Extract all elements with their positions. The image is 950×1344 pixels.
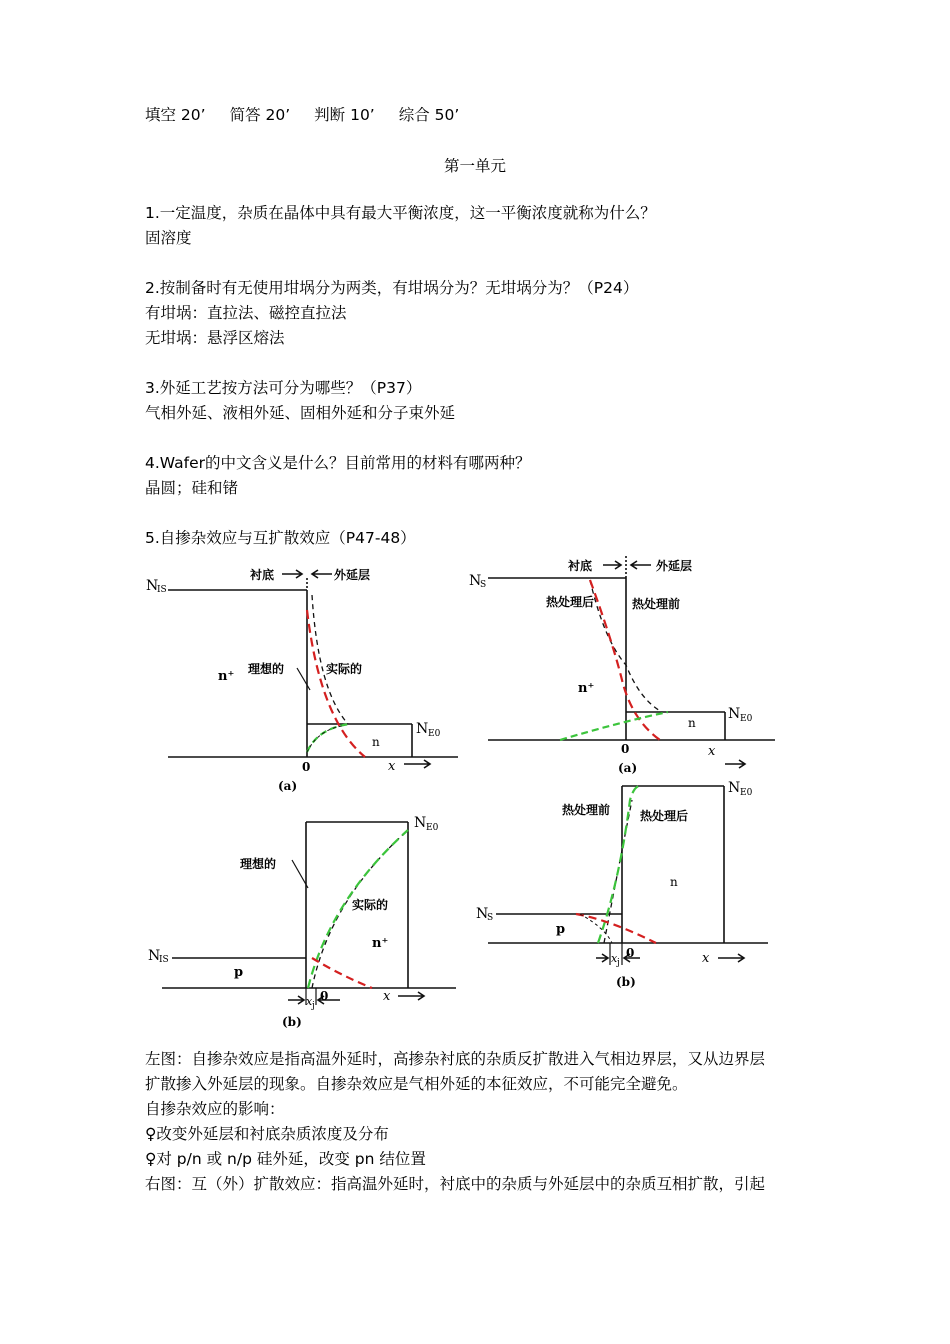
br-ns-sub: S [487,913,494,923]
br-xj-label: x [611,952,618,965]
body-line-2: 扩散掺入外延层的现象。自掺杂效应是气相外延的本征效应，不可能完全避免。 [145,1075,688,1093]
bl-x-arrow [398,992,424,1000]
tr-n-label: n [688,716,696,730]
bl-red-curve [312,958,372,988]
tl-ns-label: N [146,578,159,594]
figure-bottom-left [162,822,456,1005]
answer-2a: 有坩埚：直拉法、磁控直拉法 [145,304,347,322]
tl-ne-label: N [416,721,429,737]
score-fill-blank: 填空 20’ [145,106,206,124]
tr-caption: (a) [618,761,638,775]
body-line-6: 右图：互（外）扩散效应：指高温外延时，衬底中的杂质与外延层中的杂质互相扩散，引起 [145,1175,766,1193]
tl-actual-curve [312,595,348,724]
tl-ideal-label: 理想的 [248,662,285,676]
tl-caption: (a) [278,779,298,793]
br-x-label: x [702,951,710,966]
body-line-1: 左图：自掺杂效应是指高温外延时，高掺杂衬底的杂质反扩散进入气相边界层，又从边界层 [145,1050,766,1068]
tl-arrow-left [282,570,302,578]
bl-ns-sub: IS [159,955,169,965]
tr-ne-label: N [728,706,741,722]
bl-x-label: x [383,989,391,1004]
bl-zero-label: 0 [320,989,329,1003]
tl-green-curve [307,724,350,752]
br-ne-sub: E0 [740,788,753,798]
br-before-label: 热处理前 [562,803,611,817]
br-zero-label: 0 [626,946,635,960]
answer-2b: 无坩埚：悬浮区熔法 [145,329,285,347]
bl-p-label: p [234,965,244,980]
bl-caption: (b) [282,1015,302,1029]
tl-ns-sub: IS [157,585,167,595]
figure-top-left [168,570,458,768]
br-caption: (b) [616,975,636,989]
tl-dashed-black [307,726,342,752]
tr-substrate-label: 衬底 [568,559,593,573]
bl-ideal-label: 理想的 [240,857,277,871]
tl-zero-label: 0 [302,760,311,774]
question-3: 3.外延工艺按方法可分为哪些？（P37） [145,379,422,397]
tr-zero-label: 0 [621,742,630,756]
br-ns-label: N [476,906,489,922]
bl-xj-sub: j [312,1001,315,1011]
tr-x-label: x [708,744,716,759]
tr-after-label: 热处理后 [546,595,595,609]
tl-x-label: x [388,759,396,774]
tr-x-arrow [725,760,745,768]
tr-arrow-left [603,561,621,569]
tr-green-curve [560,712,668,740]
score-short-answer: 简答 20’ [229,106,291,124]
tl-actual-label: 实际的 [326,662,363,676]
question-2: 2.按制备时有无使用坩埚分为两类，有坩埚分为？无坩埚分为？（P24） [145,279,639,297]
tr-arrow-right [631,561,651,569]
tl-nplus-label: n⁺ [218,669,235,684]
tl-ne-sub: E0 [428,729,441,739]
br-ne-label: N [728,780,741,796]
br-xj-arrow-in [596,954,608,962]
br-x-arrow [718,954,744,962]
bl-actual-label: 实际的 [352,898,389,912]
bl-ne-label: N [414,815,427,831]
tl-arrow-right [312,570,332,578]
question-1: 1.一定温度，杂质在晶体中具有最大平衡浓度，这一平衡浓度就称为什么？ [145,204,656,222]
tl-substrate-label: 衬底 [250,568,275,582]
br-p-label: p [556,922,566,937]
bl-xj-label: x [306,995,313,1008]
tr-before-label: 热处理前 [632,597,681,611]
answer-4: 晶圆；硅和锗 [145,479,239,497]
tr-ne-sub: E0 [740,714,753,724]
br-after-label: 热处理后 [640,809,689,823]
tl-x-arrow [404,760,430,768]
figure-bottom-right [488,786,768,965]
figure-top-right [488,556,775,768]
score-true-false: 判断 10’ [314,106,375,124]
answer-1: 固溶度 [145,229,192,247]
body-line-5: ♀对 p/n 或 n/p 硅外延，改变 pn 结位置 [145,1150,426,1168]
tr-epi-label: 外延层 [656,559,693,573]
score-comprehensive: 综合 50’ [398,106,460,124]
br-xj-sub: j [617,958,620,968]
answer-3: 气相外延、液相外延、固相外延和分子束外延 [145,404,456,422]
body-line-4: ♀改变外延层和衬底杂质浓度及分布 [145,1125,389,1143]
bl-ne-sub: E0 [426,823,439,833]
question-5: 5.自掺杂效应与互扩散效应（P47-48） [145,529,416,547]
tl-ideal-pointer [297,668,310,690]
br-n-label: n [670,875,678,889]
tr-ns-label: N [469,573,482,589]
bl-xj-arrow-in [288,996,304,1004]
question-4: 4.Wafer的中文含义是什么？目前常用的材料有哪两种？ [145,454,531,472]
body-line-3: 自掺杂效应的影响： [145,1100,285,1118]
bl-ns-label: N [148,948,161,964]
tr-ns-sub: S [480,580,487,590]
bl-nplus-label: n⁺ [372,936,389,951]
unit-title: 第一单元 [443,157,506,175]
tl-epi-label: 外延层 [334,568,371,582]
tl-n-label: n [372,735,380,749]
tr-nplus-label: n⁺ [578,681,595,696]
